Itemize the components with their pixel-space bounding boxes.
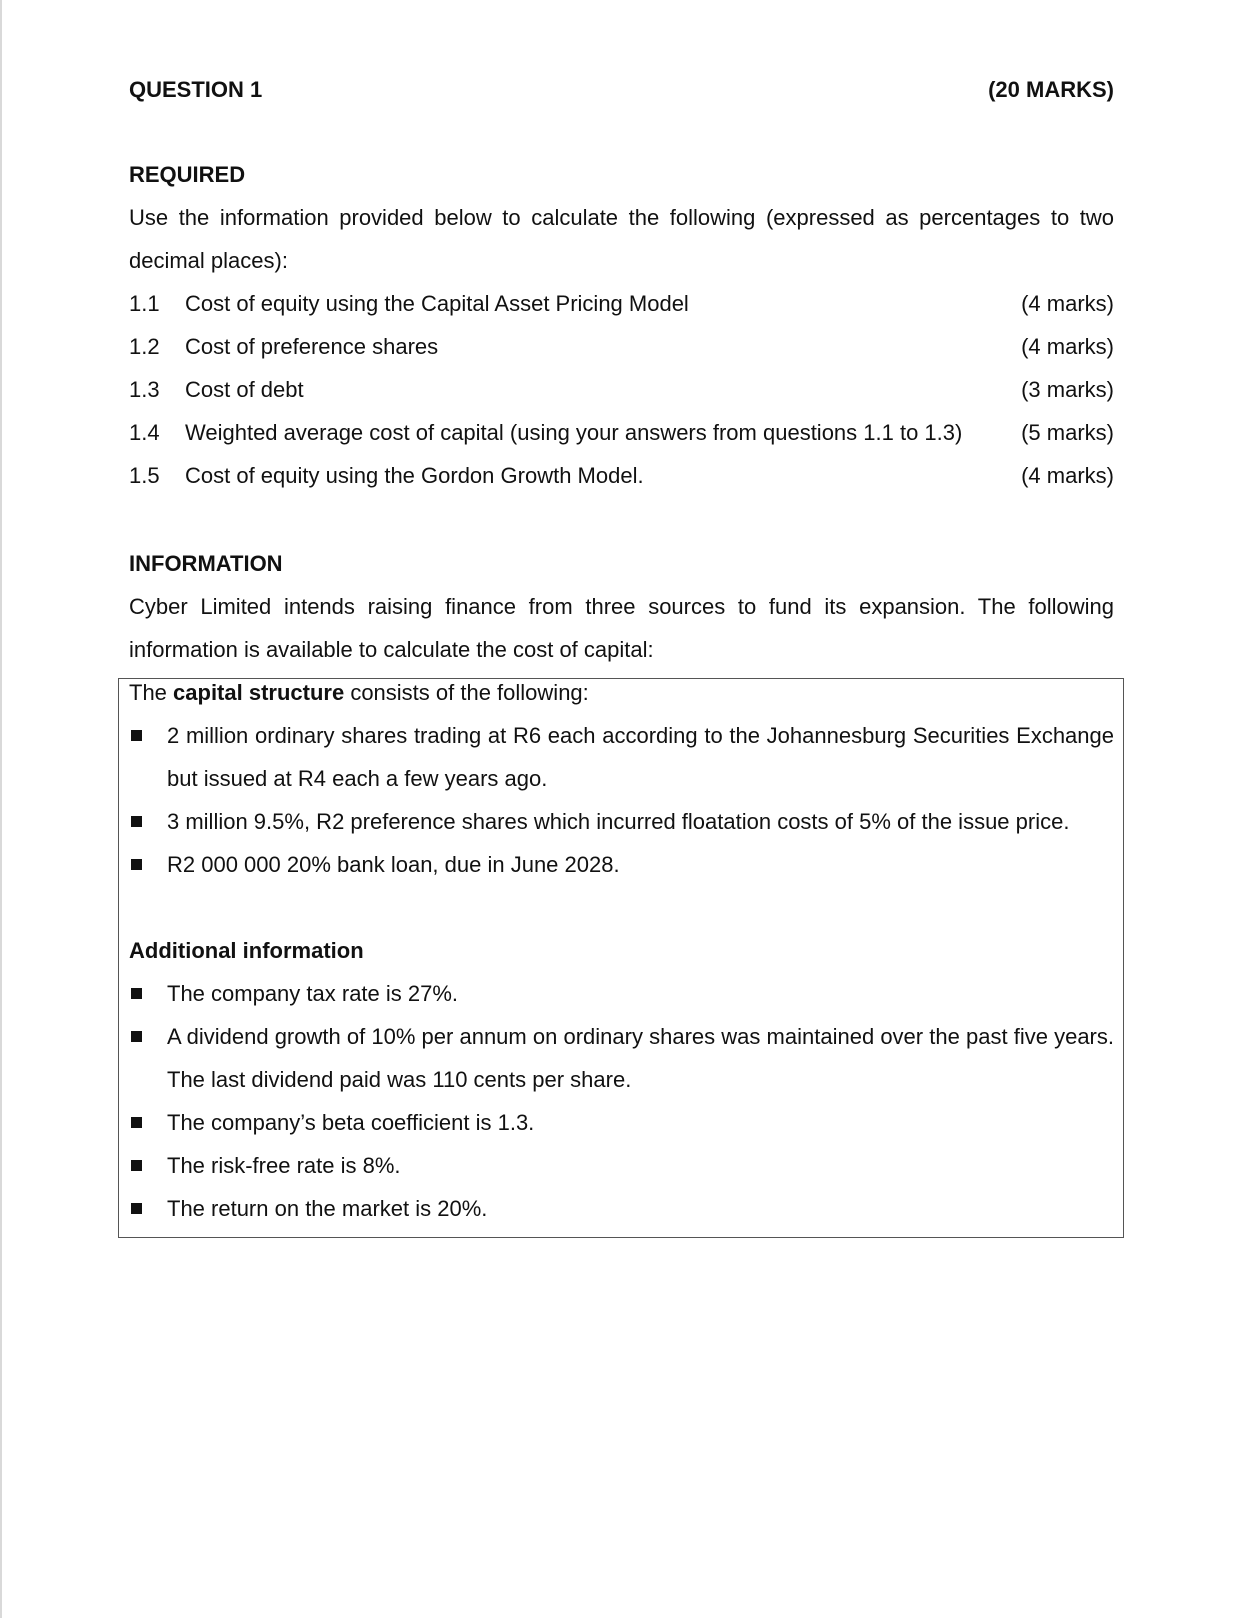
item-text: Weighted average cost of capital (using your answers from questions 1.1 to 1.3) [185, 420, 963, 445]
bullet-square-icon [131, 1160, 142, 1171]
additional-bullet [129, 1187, 1114, 1230]
additional-heading: Additional information [129, 938, 364, 963]
bullet-square-icon [131, 730, 142, 741]
item-text: Cost of equity using the Gordon Growth Model. [185, 463, 644, 488]
required-item [129, 325, 1114, 368]
item-number: 1.4 [129, 420, 160, 445]
bullet-text: The company tax rate is 27%. [167, 981, 459, 1006]
bullet-text: The return on the market is 20%. [167, 1196, 488, 1221]
lead-before: The [129, 680, 174, 705]
bullet-text: The risk-free rate is 8%. [167, 1153, 401, 1178]
bullet-square-icon [131, 1117, 142, 1128]
bullet-square-icon [131, 1203, 142, 1214]
item-number: 1.2 [129, 334, 160, 359]
additional-bullet [129, 972, 1114, 1015]
required-item [129, 411, 1114, 454]
question-title: QUESTION 1 [129, 77, 263, 102]
item-text: Cost of debt [185, 377, 304, 402]
capital-bullet [129, 800, 1114, 843]
lead-after: consists of the following: [344, 680, 589, 705]
item-number: 1.1 [129, 291, 160, 316]
item-marks: (5 marks) [1021, 420, 1114, 445]
information-heading: INFORMATION [129, 551, 283, 576]
bullet-square-icon [131, 816, 142, 827]
required-item [129, 454, 1114, 497]
additional-bullet [129, 1015, 1114, 1101]
additional-bullet [129, 1101, 1114, 1144]
bullet-text: 3 million 9.5%, R2 preference shares which incurred floatation costs of 5% of the issue price. [167, 809, 1070, 834]
item-number: 1.3 [129, 377, 160, 402]
bullet-square-icon [131, 859, 142, 870]
bullet-text: A dividend growth of 10% per annum on ordinary shares was maintained over the past five years. The last dividend paid was 110 cents per share. [167, 1024, 1114, 1092]
item-text: Cost of equity using the Capital Asset Pricing Model [185, 291, 689, 316]
item-marks: (4 marks) [1021, 291, 1114, 316]
capital-bullet [129, 843, 1114, 886]
item-marks: (4 marks) [1021, 463, 1114, 488]
additional-bullet [129, 1144, 1114, 1187]
information-intro: Cyber Limited intends raising finance from three sources to fund its expansion. The following information is available to calculate the cost of capital: [129, 594, 1114, 662]
required-intro: Use the information provided below to calculate the following (expressed as percentages to two decimal places): [129, 205, 1114, 273]
question-header [129, 68, 1114, 111]
lead-bold: capital structure [173, 680, 345, 705]
item-marks: (4 marks) [1021, 334, 1114, 359]
bullet-text: R2 000 000 20% bank loan, due in June 2028. [167, 852, 620, 877]
bullet-text: 2 million ordinary shares trading at R6 each according to the Johannesburg Securities Exchange but issued at R4 each a few years ago. [167, 723, 1114, 791]
capital-structure-lead [129, 671, 589, 714]
bullet-square-icon [131, 1031, 142, 1042]
item-marks: (3 marks) [1021, 377, 1114, 402]
required-item [129, 282, 1114, 325]
page-edge [0, 0, 2, 1618]
capital-bullet [129, 714, 1114, 800]
item-number: 1.5 [129, 463, 160, 488]
bullet-text: The company’s beta coefficient is 1.3. [167, 1110, 535, 1135]
item-text: Cost of preference shares [185, 334, 439, 359]
question-marks: (20 MARKS) [988, 77, 1114, 102]
required-item [129, 368, 1114, 411]
required-heading: REQUIRED [129, 162, 246, 187]
bullet-square-icon [131, 988, 142, 999]
